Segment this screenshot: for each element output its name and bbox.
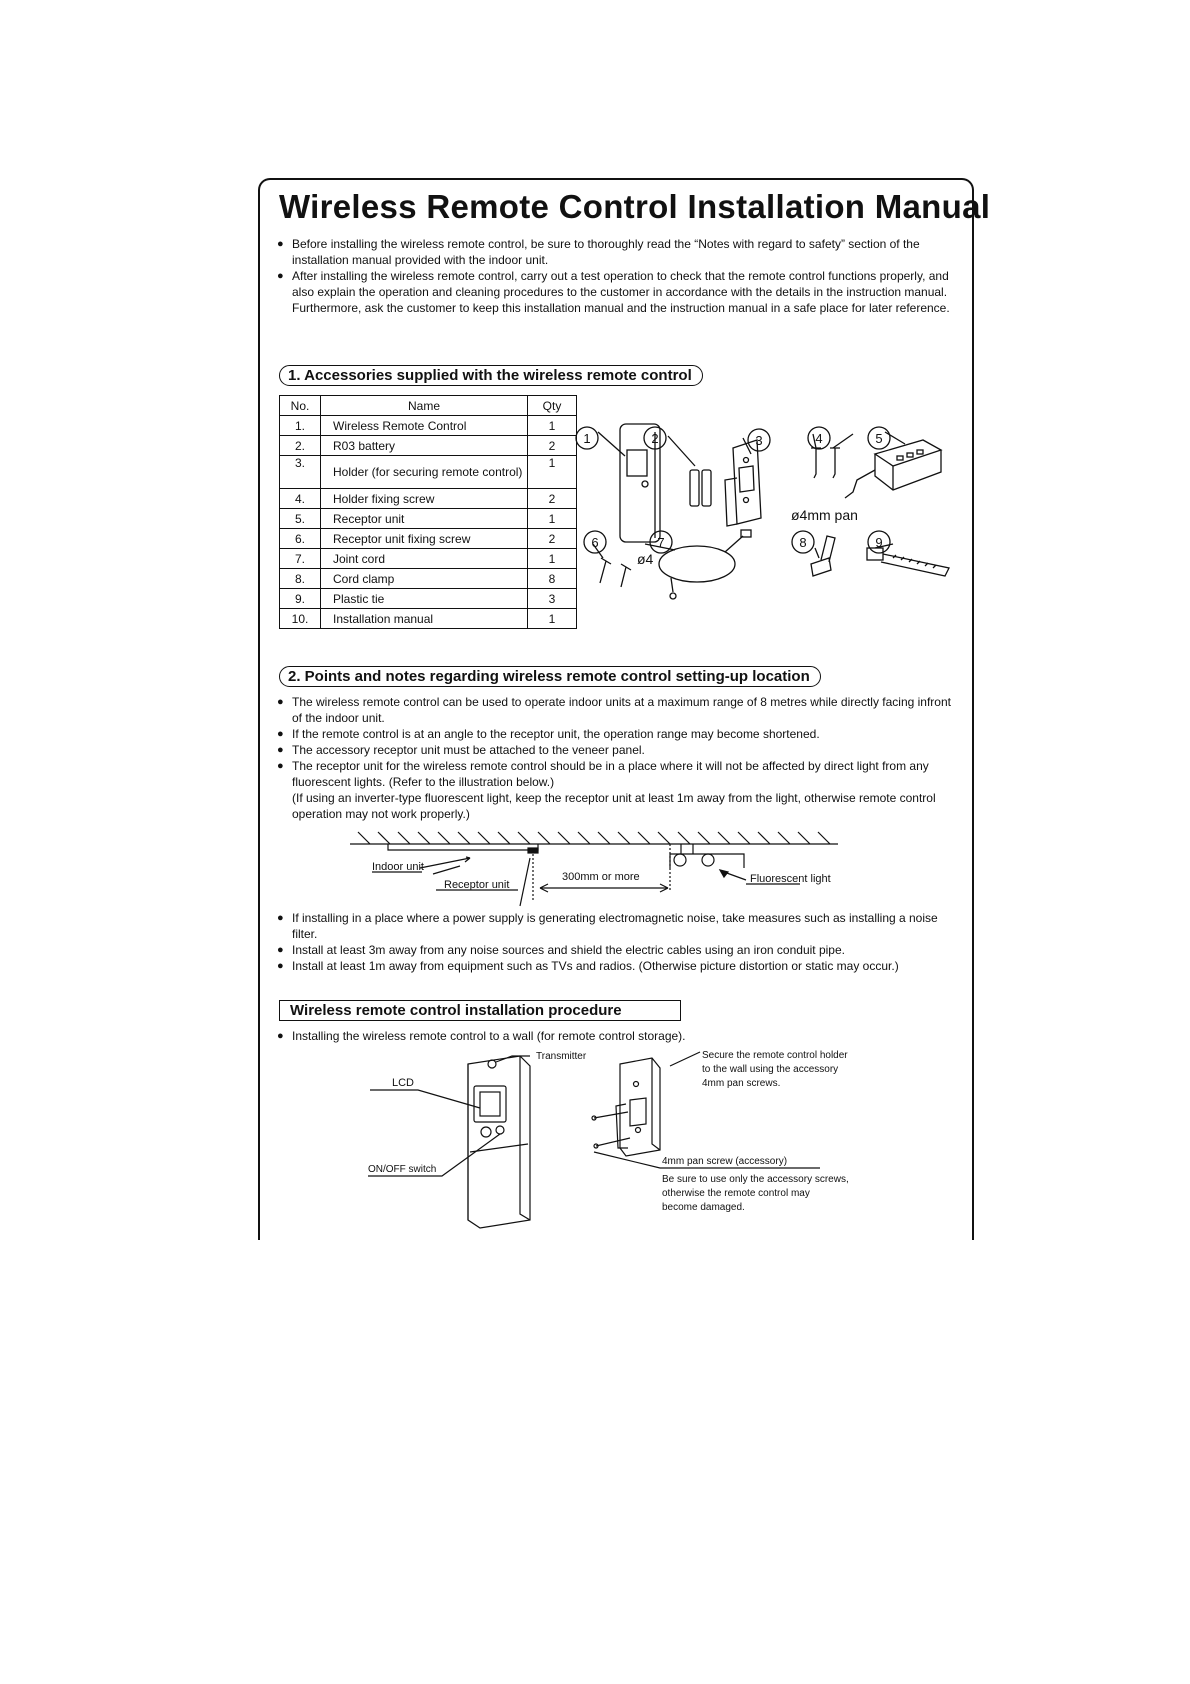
onoff-switch-label: ON/OFF switch	[368, 1164, 437, 1175]
table-row: 4. Holder fixing screw 2	[280, 489, 577, 509]
section-2-heading: 2. Points and notes regarding wireless remote control setting-up location	[279, 666, 821, 687]
battery-icon	[690, 470, 711, 506]
list-item: ● If the remote control is at an angle to the receptor unit, the operation range may become shortened.	[277, 727, 820, 741]
distance-label: 300mm or more	[562, 871, 640, 883]
lcd-leader	[370, 1090, 480, 1108]
lcd-label: LCD	[392, 1077, 415, 1089]
table-row: 1. Wireless Remote Control 1	[280, 416, 577, 436]
screw-icon	[594, 1112, 628, 1118]
indoor-unit-label: Indoor unit	[372, 861, 424, 873]
warning-line-3: become damaged.	[662, 1202, 745, 1213]
column-header-name: Name	[321, 396, 528, 416]
list-item: ● Installing the wireless remote control to a wall (for remote control storage).	[277, 1029, 686, 1043]
intro-continued: Furthermore, ask the customer to keep this installation manual and the instruction manual in a safe place for later reference.	[292, 301, 950, 315]
secure-note-line-2: to the wall using the accessory	[702, 1064, 839, 1075]
warning-line-2: otherwise the remote control may	[662, 1188, 810, 1199]
accessories-table	[279, 395, 577, 629]
warning-line-1: Be sure to use only the accessory screws,	[662, 1174, 849, 1185]
figure-number-4: 4	[815, 431, 823, 446]
page-title: Wireless Remote Control Installation Manual	[279, 188, 991, 225]
bullet-icon: ●	[277, 960, 284, 972]
screw-icon	[811, 448, 840, 478]
installation-illustration	[340, 1044, 860, 1234]
installation-list	[277, 1028, 953, 1044]
ceiling-diagram	[350, 828, 850, 910]
inverter-note: (If using an inverter-type fluorescent light, keep the receptor unit at least 1m away from the light, otherwise remote control operation may not work properly.)	[292, 791, 936, 821]
screw-size-label: ø4mm pan	[791, 507, 858, 523]
table-header-row	[280, 396, 577, 416]
screw-icon	[596, 1138, 630, 1146]
bullet-icon: ●	[277, 744, 284, 756]
table-row: 5. Receptor unit 1	[280, 509, 577, 529]
figure-number-7: 7	[657, 535, 665, 550]
table-row: 9. Plastic tie 3	[280, 589, 577, 609]
figure-number-9: 9	[875, 535, 883, 550]
bullet-icon: ●	[277, 728, 284, 740]
table-row: 2. R03 battery 2	[280, 436, 577, 456]
ceiling-hatching	[358, 832, 830, 844]
secure-note-line-3: 4mm pan screws.	[702, 1078, 781, 1089]
section-1-heading: 1. Accessories supplied with the wireless remote control	[279, 365, 703, 386]
location-notes-list	[277, 694, 953, 822]
receptor-unit-icon	[845, 440, 941, 498]
accessories-illustration	[575, 418, 960, 628]
list-item: ● Install at least 3m away from any noise sources and shield the electric cables using an iron conduit pipe.	[277, 943, 845, 957]
remote-control-icon	[468, 1056, 530, 1228]
column-header-qty: Qty	[528, 396, 577, 416]
indoor-unit-outline	[388, 844, 538, 850]
bullet-icon: ●	[277, 912, 284, 924]
screw-size-label-small: ø4	[637, 551, 654, 567]
figure-number-8: 8	[799, 535, 807, 550]
holder-icon	[725, 440, 761, 526]
figure-number-1: 1	[583, 431, 591, 446]
joint-cord-icon	[659, 530, 751, 599]
screw-label: 4mm pan screw (accessory)	[662, 1156, 788, 1167]
secure-leader	[670, 1052, 700, 1066]
figure-number-6: 6	[591, 535, 599, 550]
list-item: ● If installing in a place where a power supply is generating electromagnetic noise, take measures such as installing a noise filter.	[277, 911, 938, 941]
plastic-tie-icon	[867, 548, 949, 576]
table-row: 7. Joint cord 1	[280, 549, 577, 569]
noise-notes-list	[277, 910, 953, 974]
bullet-icon: ●	[277, 944, 284, 956]
bullet-icon: ●	[277, 270, 284, 282]
receptor-unit-label: Receptor unit	[444, 879, 510, 891]
bullet-icon: ●	[277, 238, 284, 250]
receptor-arrow	[520, 858, 530, 906]
table-row: 10. Installation manual 1	[280, 609, 577, 629]
secure-note-line-1: Secure the remote control holder	[702, 1050, 848, 1061]
table-row: 3. Holder (for securing remote control) 1	[280, 456, 577, 489]
indoor-unit-arrow	[420, 857, 470, 868]
fluorescent-light-label: Fluorescent light	[750, 873, 831, 885]
figure-number-5: 5	[875, 431, 883, 446]
bullet-icon: ●	[277, 760, 284, 772]
column-header-no: No.	[280, 396, 321, 416]
table-row: 8. Cord clamp 8	[280, 569, 577, 589]
list-item: ● The accessory receptor unit must be attached to the veneer panel.	[277, 743, 645, 757]
section-3-heading: Wireless remote control installation procedure	[279, 1000, 681, 1021]
bullet-icon: ●	[277, 1030, 284, 1042]
figure-number-2: 2	[651, 431, 659, 446]
bullet-icon: ●	[277, 696, 284, 708]
figure-number-3: 3	[755, 433, 763, 448]
list-item: ● The receptor unit for the wireless remote control should be in a place where it will not be affected by direct light from any fluorescent lights. (Refer to the illustration below.) (If using an inverter-type fluorescent light, keep the receptor unit at least 1m away from the light, otherwise remote control operation may not work properly.)	[277, 758, 953, 822]
table-row: 6. Receptor unit fixing screw 2	[280, 529, 577, 549]
list-item: ● After installing the wireless remote control, carry out a test operation to check that the remote control functions properly, and also explain the operation and cleaning procedures to the customer in accordance with the details in the instruction manual. Furthermore, ask the customer to keep this installation manual and the instruction manual in a safe place for later reference.	[277, 268, 953, 316]
screw-icon	[600, 558, 631, 587]
holder-icon	[616, 1058, 660, 1156]
list-item: ● Before installing the wireless remote control, be sure to thoroughly read the “Notes with regard to safety” section of the installation manual provided with the indoor unit.	[277, 237, 920, 267]
transmitter-label: Transmitter	[536, 1051, 587, 1062]
list-item: ● The wireless remote control can be used to operate indoor units at a maximum range of 8 metres while directly facing infront of the indoor unit.	[277, 695, 951, 725]
list-item: ● Install at least 1m away from equipment such as TVs and radios. (Otherwise picture distortion or static may occur.)	[277, 959, 899, 973]
fluorescent-light-icon	[670, 844, 744, 868]
intro-list	[277, 236, 953, 316]
